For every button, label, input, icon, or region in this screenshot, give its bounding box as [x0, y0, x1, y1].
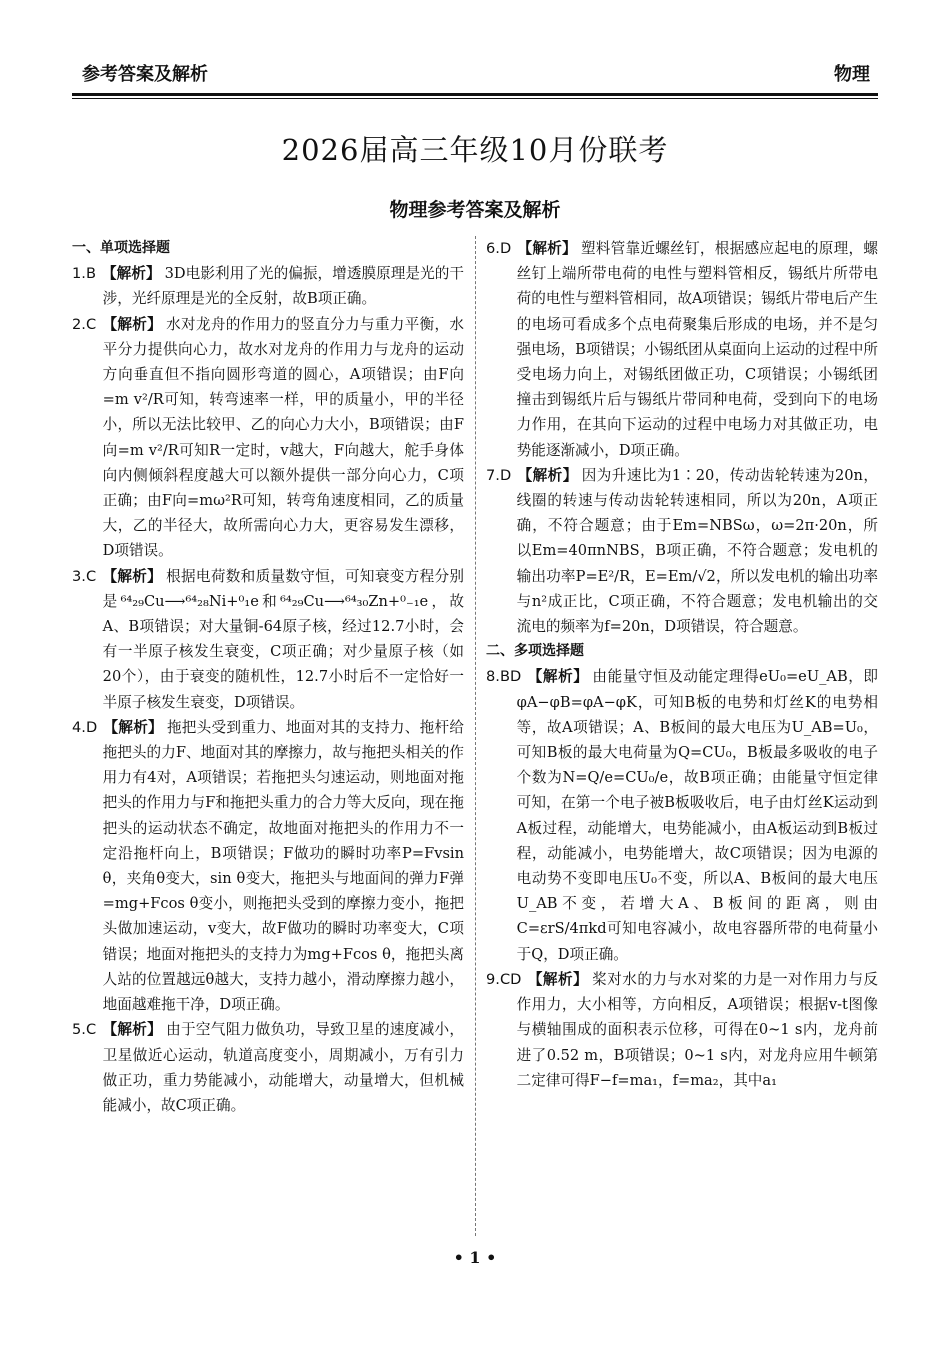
section-heading-multi: 二、多项选择题 — [486, 643, 584, 660]
explanation: 由能量守恒及动能定理得eU₀=eU_AB，即φA−φB=φA−φK，可知B板的电势和灯丝K的电势相等，故A项错误；A、B板间的最大电压为U_AB=U₀，可知B板的最大电荷量为Q=CU₀，B板最多吸收的电子个数为N=Q/e=CU₀/e，故B项正确；由能量守恒定律可知，在第一个电子被B板吸收后，电子由灯丝K运动到A板过程，动能增大，电势能减小，由A板运动到B板过程，动能减小，电势能增大，故C项错误；因为电源的电动势不变即电压U₀不变，所以A、B板间的最大电压U_AB不变，若增大A、B板间的距离，则由C=εrS/4πkd可知电容减小，故电容器所带的电荷量小于Q，D项正确。 — [516, 668, 878, 963]
answer: BD — [499, 668, 522, 686]
explanation: 3D电影利用了光的偏振，增透膜原理是光的干涉，光纤原理是光的全反射，故B项正确。 — [102, 265, 464, 308]
header-rule-thin — [72, 98, 878, 99]
question-1: 1.B 【解析】 3D电影利用了光的偏振，增透膜原理是光的干涉，光纤原理是光的全反射，故B项正确。 — [72, 265, 464, 308]
section-heading-single: 一、单项选择题 — [72, 240, 170, 256]
question-5: 5.C 【解析】 由于空气阻力做负功，导致卫星的速度减小，卫星做近心运动，轨道高度变小，周期减小，万有引力做正功，重力势能减小，动能增大，动量增大，但机械能减小，故C项正确。 — [72, 1021, 464, 1114]
explanation: 由于空气阻力做负功，导致卫星的速度减小，卫星做近心运动，轨道高度变小，周期减小，万有引力做正功，重力势能减小，动能增大，动量增大，但机械能减小，故C项正确。 — [102, 1021, 464, 1114]
explanation: 拖把头受到重力、地面对其的支持力、拖杆给拖把头的力F、地面对其的摩擦力，故与拖把头相关的作用力有4对，A项错误；若拖把头匀速运动，则地面对拖把头的作用力与F和拖把头重力的合力等大反向，现在拖把头的运动状态不确定，故地面对拖把头的作用力不一定沿拖杆向上，B项错误；F做功的瞬时功率P=Fvsin θ，夹角θ变大，sin θ变大，拖把头与地面间的弹力F弹=mg+Fcos θ变小，则拖把头受到的摩擦力变小，拖把头做加速运动，v变大，故F做功的瞬时功率变大，C项错误；地面对拖把头的支持力为mg+Fcos θ，拖把头离人站的位置越远θ越大，支持力越小，滑动摩擦力越小，地面越难拖干净，D项正确。 — [102, 718, 464, 1014]
explanation: 根据电荷数和质量数守恒，可知衰变方程分别是⁶⁴₂₉Cu⟶⁶⁴₂₈Ni+⁰₁e和⁶⁴₂₉Cu⟶⁶⁴₃₀Zn+⁰₋₁e，故A、B项错误；对大量铜-64原子核，经过12.7小时，会有一半原子核发生衰变，C项正确；对少量原子核（如20个），由于衰变的随机性，12.7小时后不一定恰好一半原子核发生衰变，D项错误。 — [102, 567, 464, 711]
answer: C — [85, 315, 97, 333]
question-8: 8.BD 【解析】 由能量守恒及动能定理得eU₀=eU_AB，即φA−φB=φA−φK，可知B板的电势和灯丝K的电势相等，故A项错误；A、B板间的最大电压为U_AB=U₀，可知B板的最大电荷量为Q=CU₀，B板最多吸收的电子个数为N=Q/e=CU₀/e，故B项正确；由能量守恒定律可知，在第一个电子被B板吸收后，电子由灯丝K运动到A板过程，动能增大，电势能减小，由A板运动到B板过程，动能减小，电势能增大，故C项错误；因为电源的电动势不变即电压U₀不变，所以A、B板间的最大电压U_AB不变，若增大A、B板间的距离，则由C=εrS/4πkd可知电容减小，故电容器所带的电荷量小于Q，D项正确。 — [486, 668, 878, 963]
right-column — [486, 236, 878, 1093]
page-title: 2026届高三年级10月份联考 — [281, 133, 669, 167]
header-left: 参考答案及解析 — [82, 64, 208, 85]
explanation: 水对龙舟的作用力的竖直分力与重力平衡，水平分力提供向心力，故水对龙舟的作用力与龙舟的运动方向垂直但不指向圆形弯道的圆心，A项错误；由F向=m v²/R可知，转弯速率一样，甲的质量小，甲的半径小，所以无法比较甲、乙的向心力大小，B项错误；由F向=m v²/R可知R一定时，v越大，F向越大，舵手身体向内侧倾斜程度越大可以额外提供一部分向心力，C项正确；由F向=mω²R可知，转弯角速度相同，乙的质量大，乙的半径大，故所需向心力大，更容易发生漂移，D项错误。 — [102, 315, 464, 560]
left-column — [72, 236, 464, 1118]
answer: B — [85, 265, 96, 283]
answer: D — [499, 466, 512, 484]
page-number: • 1 • — [453, 1248, 497, 1267]
answer: C — [85, 567, 97, 585]
column-divider — [475, 236, 476, 1236]
answer: D — [499, 240, 512, 257]
question-6: 6.D 【解析】 塑料管靠近螺丝钉，根据感应起电的原理，螺丝钉上端所带电荷的电性与塑料管相反，锡纸片所带电荷的电性与塑料管相同，故A项错误；锡纸片带电后产生的电场可看成多个点电荷聚集后形成的电场，并不是匀强电场，B项错误；小锡纸团从桌面向上运动的过程中所受电场力向上，对锡纸团做正功，C项错误；小锡纸团撞击到锡纸片后与锡纸片带同种电荷，受到向下的电场力作用，在其向下运动的过程中电场力对其做正功，电势能逐渐减小，D项正确。 — [486, 240, 878, 459]
question-9: 9.CD 【解析】 桨对水的力与水对桨的力是一对作用力与反作用力，大小相等，方向相反，A项错误；根据v-t图像与横轴围成的面积表示位移，可得在0~1 s内，龙舟前进了0.52 m，B项错误；0~1 s内，对龙舟应用牛顿第二定律可得F−f=ma₁，f=ma₂，其中a₁ — [486, 970, 878, 1089]
question-4: 4.D 【解析】 拖把头受到重力、地面对其的支持力、拖杆给拖把头的力F、地面对其的摩擦力，故与拖把头相关的作用力有4对，A项错误；若拖把头匀速运动，则地面对拖把头的作用力与F和拖把头重力的合力等大反向，现在拖把头的运动状态不确定，故地面对拖把头的作用力不一定沿拖杆向上，B项错误；F做功的瞬时功率P=Fvsin θ，夹角θ变大，sin θ变大，拖把头与地面间的弹力F弹=mg+Fcos θ变小，则拖把头受到的摩擦力变小，拖把头做加速运动，v变大，故F做功的瞬时功率变大，C项错误；地面对拖把头的支持力为mg+Fcos θ，拖把头离人站的位置越远θ越大，支持力越小，滑动摩擦力越小，地面越难拖干净，D项正确。 — [72, 718, 464, 1014]
question-2: 2.C 【解析】 水对龙舟的作用力的竖直分力与重力平衡，水平分力提供向心力，故水对龙舟的作用力与龙舟的运动方向垂直但不指向圆形弯道的圆心，A项错误；由F向=m v²/R可知，转弯速率一样，甲的质量小，甲的半径小，所以无法比较甲、乙的向心力大小，B项错误；由F向=m v²/R可知R一定时，v越大，F向越大，舵手身体向内侧倾斜程度越大可以额外提供一部分向心力，C项正确；由F向=mω²R可知，转弯角速度相同，乙的质量大，乙的半径大，故所需向心力大，更容易发生漂移，D项错误。 — [72, 315, 464, 560]
header-right: 物理 — [834, 64, 870, 85]
header-rule — [72, 93, 878, 96]
explanation: 桨对水的力与水对桨的力是一对作用力与反作用力，大小相等，方向相反，A项错误；根据v-t图像与横轴围成的面积表示位移，可得在0~1 s内，龙舟前进了0.52 m，B项错误；0~1 s内，对龙舟应用牛顿第二定律可得F−f=ma₁，f=ma₂，其中a₁ — [516, 970, 878, 1089]
explanation: 因为升速比为1∶20，传动齿轮转速为20n，线圈的转速与传动齿轮转速相同，所以为20n，A项正确，不符合题意；由于Em=NBSω，ω=2π·20n，所以Em=40πnNBS，B项正确，不符合题意；发电机的输出功率P=E²/R，E=Em/√2，所以发电机的输出功率与n²成正比，C项正确，不符合题意；发电机输出的交流电的频率为f=20n，D项错误，符合题意。 — [516, 466, 878, 636]
answer: CD — [499, 970, 522, 988]
explanation: 塑料管靠近螺丝钉，根据感应起电的原理，螺丝钉上端所带电荷的电性与塑料管相反，锡纸片所带电荷的电性与塑料管相同，故A项错误；锡纸片带电后产生的电场可看成多个点电荷聚集后形成的电场，并不是匀强电场，B项错误；小锡纸团从桌面向上运动的过程中所受电场力向上，对锡纸团做正功，C项错误；小锡纸团撞击到锡纸片后与锡纸片带同种电荷，受到向下的电场力作用，在其向下运动的过程中电场力对其做正功，电势能逐渐减小，D项正确。 — [516, 240, 878, 459]
page-subtitle: 物理参考答案及解析 — [389, 199, 561, 221]
answer: D — [85, 718, 98, 736]
question-7: 7.D 【解析】 因为升速比为1∶20，传动齿轮转速为20n，线圈的转速与传动齿轮转速相同，所以为20n，A项正确，不符合题意；由于Em=NBSω，ω=2π·20n，所以Em=40πnNBS，B项正确，不符合题意；发电机的输出功率P=E²/R，E=Em/√2，所以发电机的输出功率与n²成正比，C项正确，不符合题意；发电机输出的交流电的频率为f=20n，D项错误，符合题意。 — [486, 466, 878, 636]
answer: C — [85, 1021, 97, 1039]
question-3: 3.C 【解析】 根据电荷数和质量数守恒，可知衰变方程分别是⁶⁴₂₉Cu⟶⁶⁴₂₈Ni+⁰₁e和⁶⁴₂₉Cu⟶⁶⁴₃₀Zn+⁰₋₁e，故A、B项错误；对大量铜-64原子核，经过12.7小时，会有一半原子核发生衰变，C项正确；对少量原子核（如20个），由于衰变的随机性，12.7小时后不一定恰好一半原子核发生衰变，D项错误。 — [72, 567, 464, 711]
